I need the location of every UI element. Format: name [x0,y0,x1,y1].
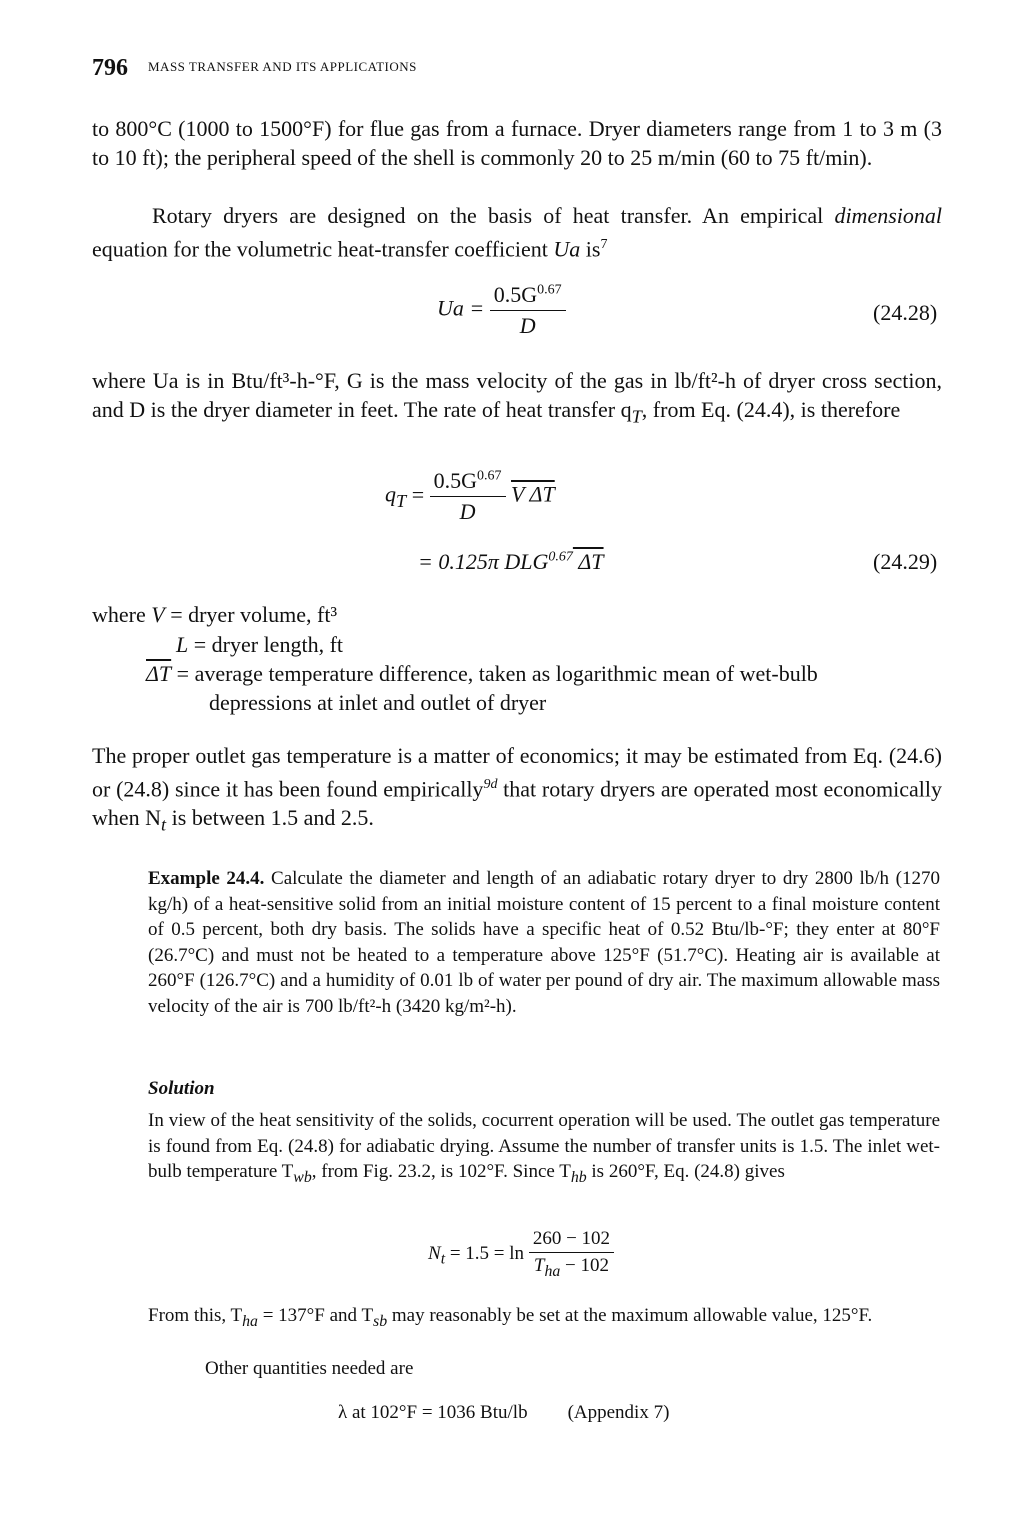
definition-delta-t: $\overline{\Delta T}$ = average temperature difference, taken as logarithmic mean of wet-bulb [146,661,818,686]
paragraph-dryer-diameters: to 800°C (1000 to 1500°F) for flue gas from a furnace. Dryer diameters range from 1 to 3 m (3 to 10 ft); the peripheral speed of the shell is commonly 20 to 25 m/min (60 to 75 ft/min). [92,116,942,170]
lambda-line: λ at 102°F = 1036 Btu/lb (Appendix 7) [338,1402,670,1423]
equation-24-28: Ua = $\frac{0.5G^{0.67}}{D}$ [437,282,566,339]
running-title: MASS TRANSFER AND ITS APPLICATIONS [148,59,417,74]
solution-paragraph-3: Other quantities needed are [205,1358,414,1379]
solution-paragraph-2: From this, $T_{ha} = 137^\circ F$ and $T_{sb}$ may reasonably be set at the maximum allowable value, 125°F. [148,1305,873,1330]
equation-label-24-29: (24.29) [873,549,938,574]
example-24-4: Example 24.4. Calculate the diameter and length of an adiabatic rotary dryer to dry 2800 lb/h (1270 kg/h) of a heat-sensitive solid from an initial moisture content of 15 percent to a final moisture content of 0.5 percent, both dry basis. The solids have a specific heat of 0.52 Btu/lb-°F; they enter at 80°F (26.7°C) and must not be heated to a temperature above 125°F (51.7°C). Heating air is available at 260°F (126.7°C) and a humidity of 0.01 lb of water per pound of dry air. The maximum allowable mass velocity of the air is 700 lb/ft²-h (3420 kg/m²-h). [148,868,940,1017]
variable-definitions: where V = dryer volume, ft³ [92,602,338,627]
page-number: 796 [92,55,128,81]
page-header [92,55,417,82]
equation-nt: $N_t = 1.5 = \ln$ $\frac{260 - 102}{T_{ha} - 102}$ [428,1228,614,1281]
paragraph-ua-units: where Ua is in Btu/ft³-h-°F, G is the mass velocity of the gas in lb/ft²-h of dryer cross section, and D is the dryer diameter in feet. The rate of heat transfer $q_T$, from Eq. (24.4), is therefore [92,368,942,427]
equation-24-29-line2: = 0.125π $DLG^{0.67}$ ΔT [418,549,604,574]
equation-24-29-line1: $q_T$ = $\frac{0.5G^{0.67}}{D}$ V ΔT [385,468,555,524]
definition-delta-t-cont: depressions at inlet and outlet of dryer [209,690,547,715]
equation-label-24-28: (24.28) [873,300,938,325]
solution-heading: Solution [148,1078,215,1099]
paragraph-outlet-temp: The proper outlet gas temperature is a matter of economics; it may be estimated from Eq. (24.6) or (24.8) since it has been found empirically$^{9d}$ that rotary dryers are operated most economically when $N_t$ is between 1.5 and 2.5. [92,743,942,835]
definition-l: L = dryer length, ft [176,632,344,657]
solution-paragraph-1: In view of the heat sensitivity of the solids, cocurrent operation will be used. The outlet gas temperature is found from Eq. (24.8) for adiabatic drying. Assume the number of transfer units is 1.5. The inlet wet-bulb temperature $T_{wb}$, from Fig. 23.2, is 102°F. Since $T_{hb}$ is 260°F, Eq. (24.8) gives [148,1110,940,1186]
paragraph-rotary-dryers: Rotary dryers are designed on the basis of heat transfer. An empirical dimensional equation for the volumetric heat-transfer coefficient Ua $is^7$ [92,203,942,262]
